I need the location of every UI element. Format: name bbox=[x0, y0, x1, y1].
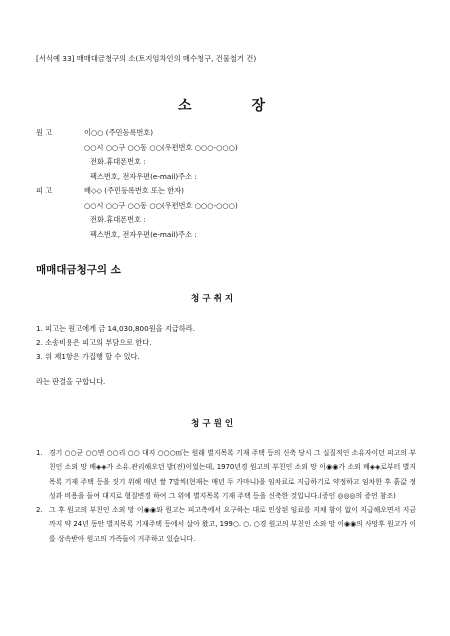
plaintiff-name: 이○○ (주민등록번호) bbox=[84, 128, 154, 137]
cause-list bbox=[36, 446, 416, 546]
cause-number: 1. bbox=[36, 449, 43, 457]
claim-list bbox=[36, 322, 195, 365]
defendant-phone: 전화․휴대폰번호 : bbox=[90, 215, 146, 224]
plaintiff-address: ○○시 ○○구 ○○동 ○○(우편번호 ○○○-○○○) bbox=[84, 142, 238, 152]
plaintiff-phone: 전화․휴대폰번호 : bbox=[90, 157, 146, 166]
claim-item: 3. 위 제1항은 가집행 할 수 있다. bbox=[36, 352, 140, 362]
defendant-address: ○○시 ○○구 ○○동 ○○(우편번호 ○○○-○○○) bbox=[84, 200, 238, 210]
defendant-fax-email: 팩스번호, 전자우편(e-mail)주소 : bbox=[90, 229, 197, 239]
cause-heading: 청 구 원 인 bbox=[191, 419, 234, 429]
plaintiff-fax-email: 팩스번호, 전자우편(e-mail)주소 : bbox=[90, 171, 197, 181]
cause-item bbox=[36, 503, 416, 546]
cause-text: 경기 ○○군 ○○면 ○○리 ○○ 대지 ○○○㎡는 원래 별지목록 기재 주택 등의 신축 당시 그 실질적인 소유자이던 피고의 부친인 소외 망 배◈◈가 소유․관리해오던 밭(전)이었는데, 1970년경 원고의 부친인 소외 망 이◉◉가 소외 배◈◈로부터 별지목록 기재 주택 등을 짓기 위해 매년 쌀 7말씩(현재는 매년 두 가마니)을 임차료로 지급하기로 약정하고 임차한 후 흙값 정성과 비용을 들여 대지로 형질변경 하여 그 위에 별지목록 기재 주택 등을 신축한 것입니다.(증인 ◎◎◎의 증언 참조) bbox=[49, 449, 416, 500]
plaintiff-label: 원 고 bbox=[36, 128, 53, 137]
claim-item: 1. 피고는 원고에게 금 14,030,800원을 지급하라. bbox=[36, 324, 195, 333]
defendant-name: 배◇◇ (주민등록번호 또는 한자) bbox=[84, 186, 184, 195]
cause-number: 2. bbox=[36, 506, 43, 515]
closing-statement: 라는 판결을 구합니다. bbox=[36, 377, 106, 386]
claim-heading: 청 구 취 지 bbox=[191, 294, 234, 304]
document-title bbox=[178, 95, 265, 115]
claim-item: 2. 소송비용은 피고의 부담으로 한다. bbox=[36, 338, 152, 348]
defendant-label: 피 고 bbox=[36, 186, 53, 195]
title-left-char: 소 bbox=[178, 98, 192, 114]
case-name: 매매대금청구의 소 bbox=[36, 264, 121, 276]
cause-text: 그 후 원고의 부친인 소외 망 이◉◉와 원고는 피고측에서 요구하는 대로 인상된 임료를 지체 함이 없이 지급해오면서 지금까지 약 24년 동안 별지목록 기재주택 등에서 살아 왔고, 199○. ○. ○경 원고의 부친인 소외 망 이◉◉의 사망후 원고가 이를 상속받아 원고의 가족들이 거주하고 있습니다. bbox=[49, 506, 416, 543]
cause-item bbox=[36, 446, 416, 503]
title-right-char: 장 bbox=[251, 98, 266, 114]
form-header-note: [서식예 33] 매매대금청구의 소(토지임차인의 매수청구, 건물철거 건) bbox=[36, 54, 257, 63]
